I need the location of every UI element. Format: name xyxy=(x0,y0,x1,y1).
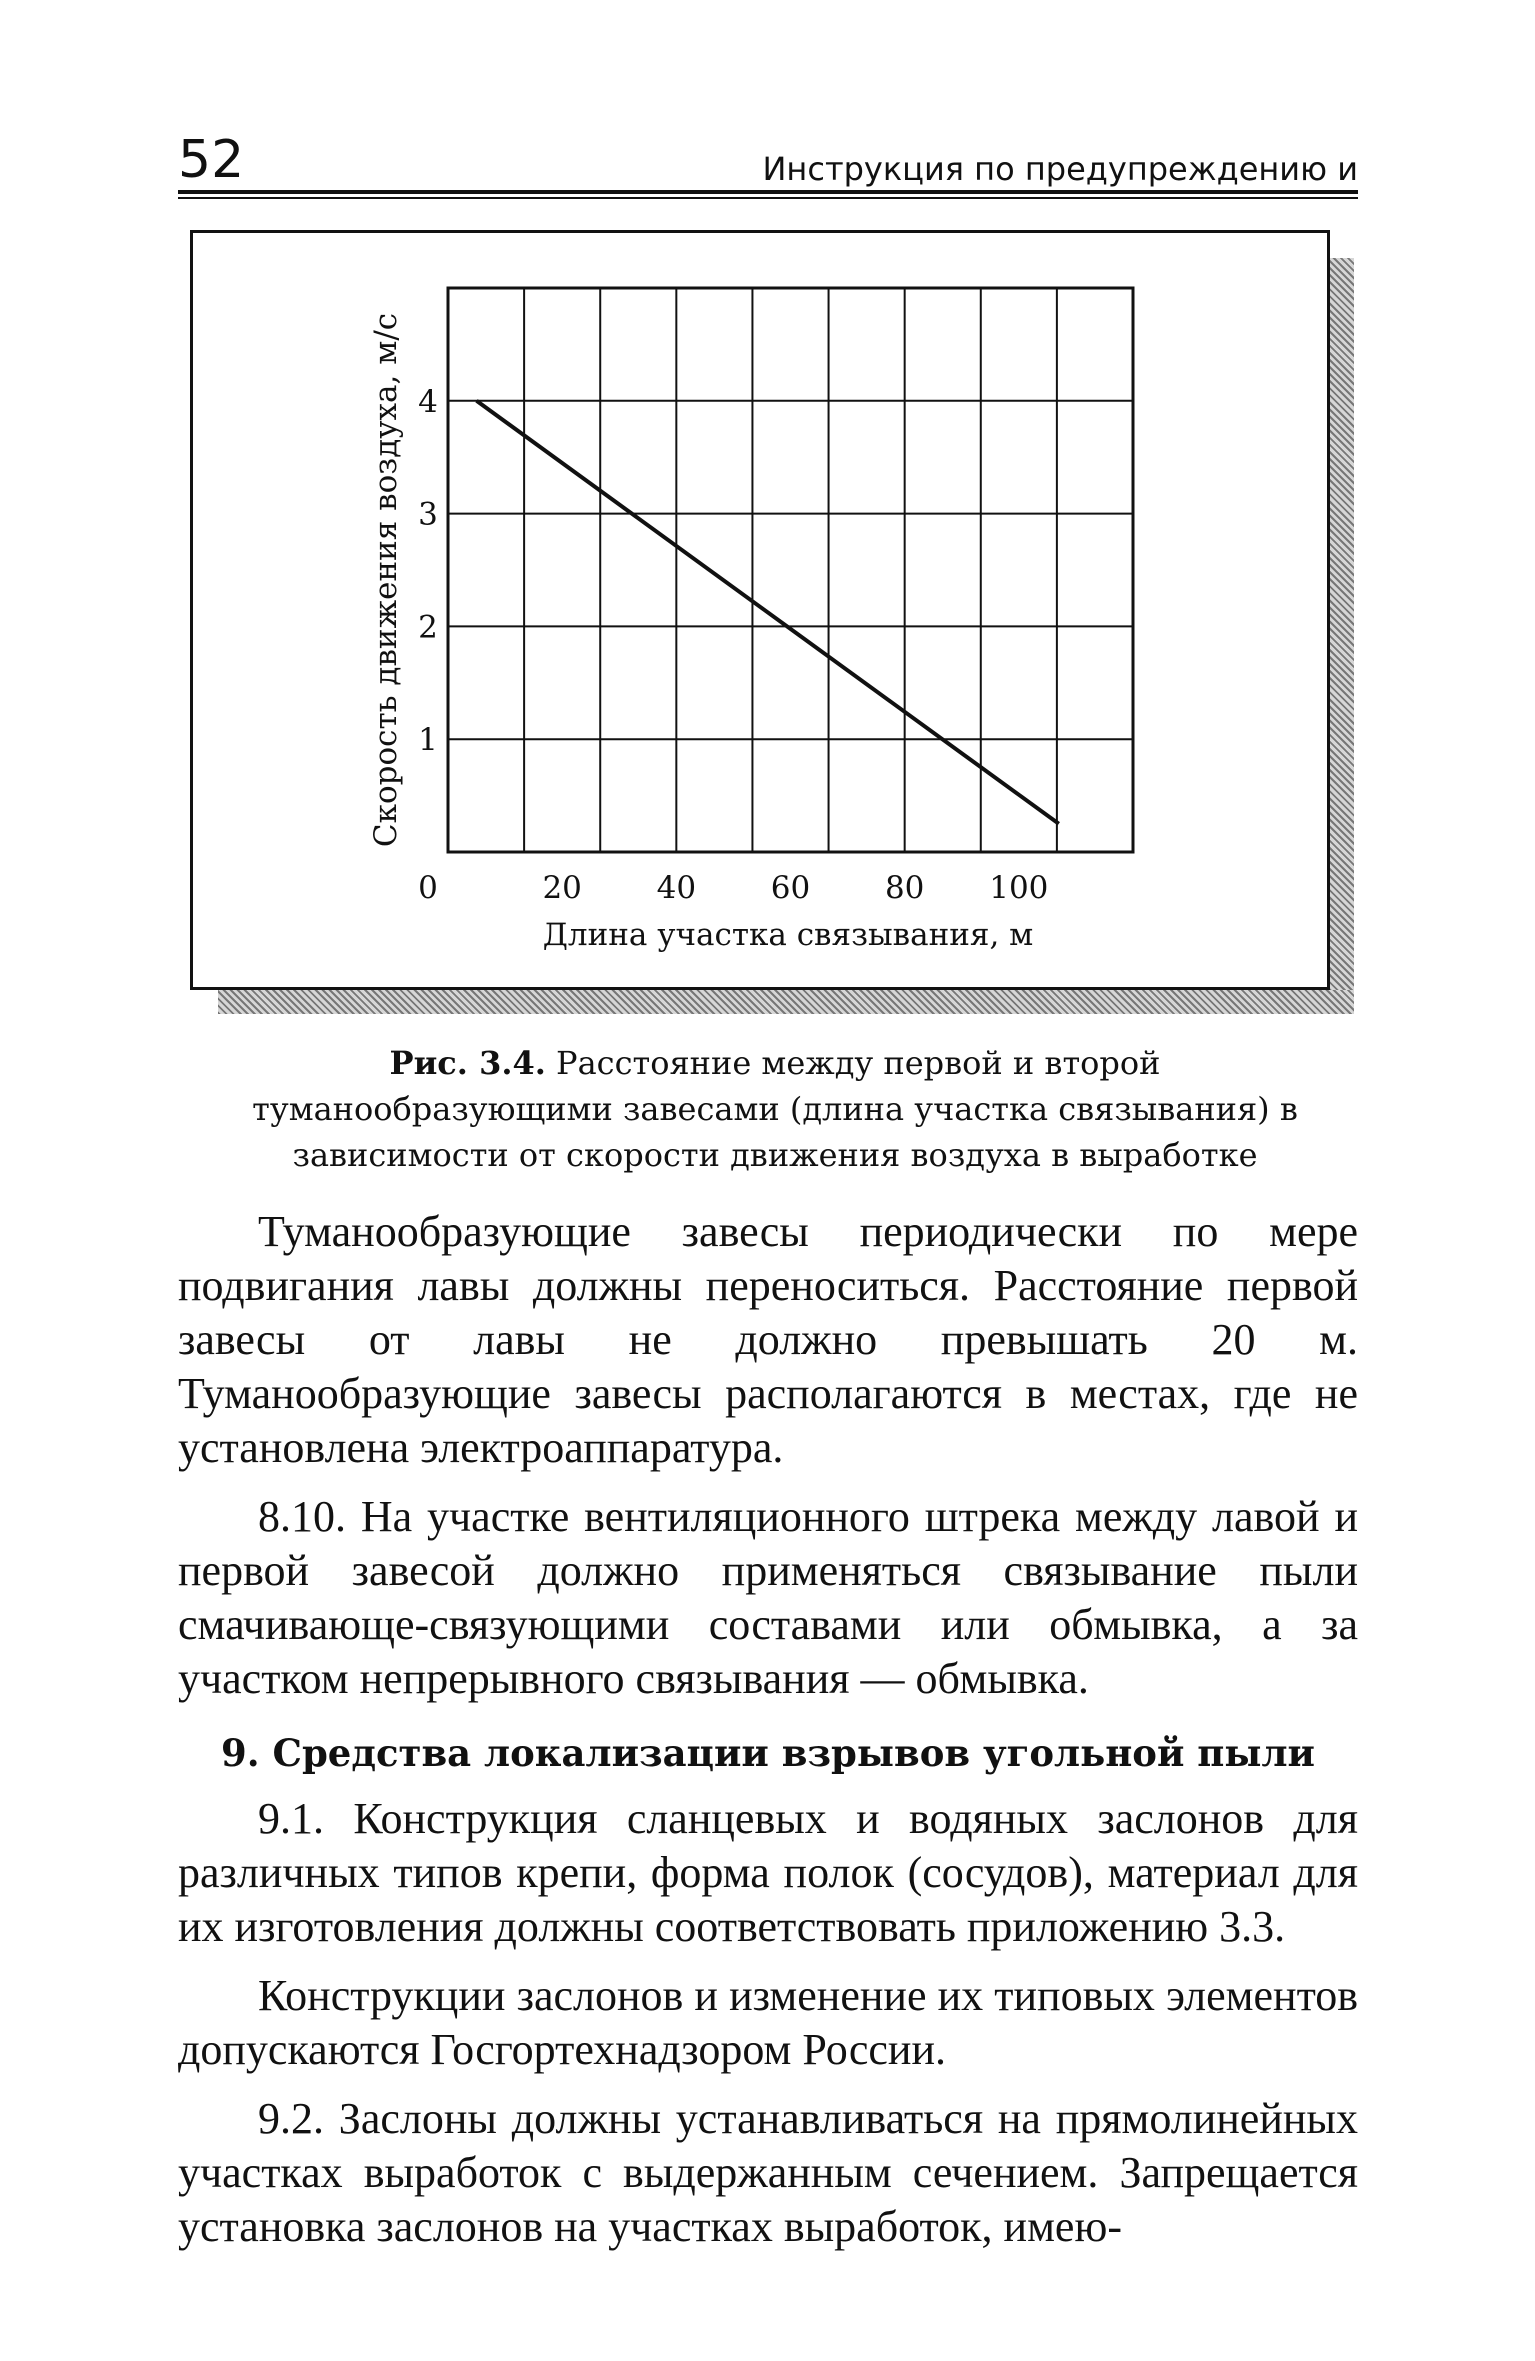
figure-caption-text: Расстояние между первой и второй туманообразующими завесами (длина участка связывания) в зависимости от скорости движения воздуха в выработке xyxy=(252,1044,1298,1174)
paragraph: 9.1. Конструкция сланцевых и водяных заслонов для различных типов крепи, форма полок (сосудов), материал для их изготовления должны соответствовать приложению 3.3. xyxy=(178,1794,1358,1951)
x-axis-label: Длина участка связывания, м xyxy=(542,917,1034,953)
section-heading: 9. Средства локализации взрывов угольной пыли xyxy=(220,1731,1315,1775)
y-tick-labels xyxy=(418,384,438,758)
x-tick-label: 80 xyxy=(884,870,925,906)
page-number: 52 xyxy=(178,130,245,190)
y-axis-label: Скорость движения воздуха, м/с xyxy=(368,312,404,848)
plot-area-frame xyxy=(448,288,1133,852)
paragraph: 9.2. Заслоны должны устанавливаться на прямолинейных участках выработок с выдержанным сечением. Запрещается установка заслонов на участках выработок, имею- xyxy=(178,2094,1358,2251)
chart-grid xyxy=(448,288,1133,852)
x-tick-label: 60 xyxy=(770,870,811,906)
y-tick-label: 4 xyxy=(418,383,438,420)
x-tick-label: 20 xyxy=(542,870,582,906)
line-chart xyxy=(0,0,1535,1010)
chart-series xyxy=(477,401,1059,824)
figure-caption-label: Рис. 3.4. xyxy=(389,1044,546,1082)
data-line xyxy=(477,401,1059,824)
x-tick-label: 100 xyxy=(989,870,1049,906)
y-tick-label: 3 xyxy=(418,496,438,533)
x-tick-labels xyxy=(418,870,1048,906)
body-text xyxy=(178,1205,1358,2269)
paragraph: Туманообразующие завесы периодически по мере подвигания лавы должны переноситься. Расстояние первой завесы от лавы не должно превышать 20 м. Туманообразующие завесы располагаются в местах, где не установлена электроаппаратура. xyxy=(178,1207,1358,1472)
paragraph: Конструкции заслонов и изменение их типовых элементов допускаются Госгортехнадзором России. xyxy=(178,1971,1358,2074)
y-tick-label: 2 xyxy=(418,609,438,646)
running-title: Инструкция по предупреждению и xyxy=(762,150,1358,188)
paragraph: 8.10. На участке вентиляционного штрека между лавой и первой завесой должно применяться связывание пыли смачивающе-связующими составами или обмывка, а за участком непрерывного связывания — обмывка. xyxy=(178,1492,1358,1703)
y-tick-label: 1 xyxy=(418,722,438,759)
x-tick-label: 0 xyxy=(418,870,438,906)
x-tick-label: 40 xyxy=(656,870,697,906)
figure-caption xyxy=(240,1040,1310,1178)
